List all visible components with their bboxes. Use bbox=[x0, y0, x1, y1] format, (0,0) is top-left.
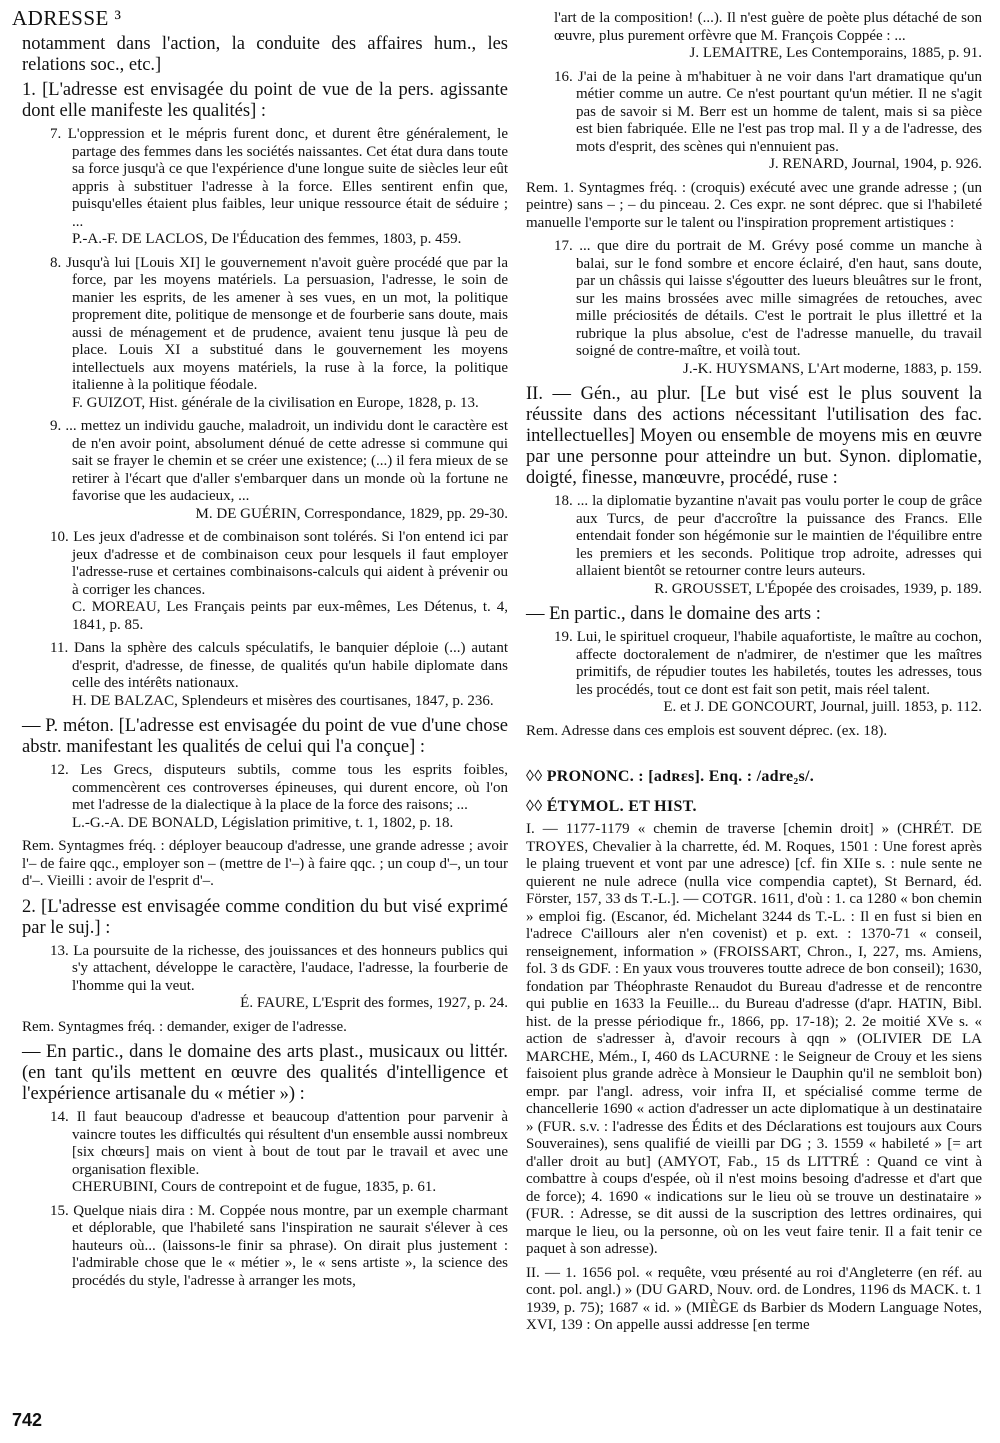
quote-18-text: 18. ... la diplomatie byzantine n'avait pas voulu porter le coup de grâce aux Turcs, de peur d'accroître la puissance des Francs. Elle entendait fonder son hégémonie sur le maintien de l'équilibre entre les premiers et les seconds. Politique trop adroite, adresses qui allaient bientôt se retourner contre leurs auteurs. bbox=[554, 493, 982, 579]
quote-9-source: M. DE GUÉRIN, Correspondance, 1829, pp. 29-30. bbox=[195, 505, 508, 522]
quote-15-cont-text: l'art de la composition! (...). Il n'est guère de poète plus détaché de son œuvre, plus purement orfèvre que M. François Coppée : ... bbox=[554, 10, 982, 44]
quote-10 bbox=[22, 529, 508, 634]
quote-16 bbox=[526, 69, 982, 174]
quote-11-source: H. DE BALZAC, Splendeurs et misères des courtisanes, 1847, p. 236. bbox=[72, 692, 494, 709]
partic-arts-heading: — En partic., dans le domaine des arts : bbox=[526, 604, 821, 624]
quote-12 bbox=[22, 762, 508, 832]
section-II-heading: II. — Gén., au plur. [Le but visé est le plus souvent la réussite dans des actions nécessitant l'utilisation des fac. intellectuelles] Moyen ou ensemble de moyens mis en œuvre par une personne pour atteindre un but. Synon. diplomatie, doigté, finesse, manœuvre, procédé, ruse : bbox=[526, 384, 982, 488]
page-number: 742 bbox=[12, 1410, 43, 1430]
quote-17-source: J.-K. HUYSMANS, L'Art moderne, 1883, p. 159. bbox=[683, 360, 982, 377]
quote-14-text: 14. Il faut beaucoup d'adresse et beaucoup d'attention pour parvenir à vaincre toutes les difficultés qui résultent d'un ensemble aussi nombreux [six chœurs] mais on vient à bout de tout par le travail et avec une organisation flexible. bbox=[50, 1109, 508, 1178]
quote-12-text: 12. Les Grecs, disputeurs subtils, comme tous les esprits foibles, commencèrent ces controverses épineuses, qui durent encore, où l'on met l'adresse de la dialectique à la place de la force des raisons; ... bbox=[50, 762, 508, 813]
intro-text: notamment dans l'action, la conduite des affaires hum., les relations soc., etc.] bbox=[22, 34, 508, 75]
right-column bbox=[526, 6, 982, 1341]
pronunciation: ◊◊ PRONONC. : [adʀɛs]. Enq. : /adre₂s/. bbox=[526, 768, 815, 785]
quote-9 bbox=[22, 418, 508, 523]
meton-heading: — P. méton. [L'adresse est envisagée du point de vue d'une chose abstr. manifestant les qualités de celui qui l'a conçue] : bbox=[22, 716, 508, 757]
quote-14-source: CHERUBINI, Cours de contrepoint et de fugue, 1835, p. 61. bbox=[72, 1179, 437, 1195]
quote-16-text: 16. J'ai de la peine à m'habituer à ne voir dans l'art dramatique qu'un métier comme un autre. Ce n'est pourtant qu'un métier. Il ne s'agit pas de savoir si M. Berr est un homme de talent, mais si sa pièce est bien fabriquée. Elle ne l'est pas trop mal. Il y a de l'adresse, des mots d'esprit, des scènes qui n'ennuient pas. bbox=[554, 68, 982, 155]
quote-13-text: 13. La poursuite de la richesse, des jouissances et des honneurs publics qui s'y attachent, développe le caractère, l'audace, l'adresse, la fourberie de l'homme qui la veut. bbox=[50, 942, 508, 994]
quote-8-text: 8. Jusqu'à lui [Louis XI] le gouvernement n'avoit guère procédé que par la force, par les moyens matériels. La persuasion, l'adresse, le soin de manier les esprits, de les amener à ses vues, en un mot, la politique proprement dite, politique de mensonge et de fourberie sans doute, mais aussi de ménagement et de prudence, avaient tenu jusque là peu de place. Louis XI a substitué dans le gouvernement les moyens intellectuels aux moyens matériels, la ruse à la force, la politique italienne à la politique féodale. bbox=[50, 254, 508, 393]
running-header: ADRESSE ³ bbox=[12, 6, 122, 30]
quote-13 bbox=[22, 943, 508, 1013]
quote-15 bbox=[22, 1203, 508, 1291]
quote-7-text: 7. L'oppression et le mépris furent donc, et durent être généralement, le partage des femmes dans les sociétés naissantes. Cet état dura dans toute sa force jusqu'à ce que l'expérience d'une longue suite de siècles leur eût appris à substituer l'adresse à la force. Elles sentirent enfin que, puisqu'elles étaient plus faibles, leur unique ressource était de séduire ; ... bbox=[50, 126, 508, 230]
etymology-heading: ◊◊ ÉTYMOL. ET HIST. bbox=[526, 797, 697, 815]
quote-16-source: J. RENARD, Journal, 1904, p. 926. bbox=[769, 156, 982, 172]
quote-19 bbox=[526, 629, 982, 717]
partic-heading: — En partic., dans le domaine des arts plast., musicaux ou littér. (en tant qu'ils mettent en œuvre des qualités d'intelligence et l'expérience artisanale du « métier ») : bbox=[22, 1042, 508, 1104]
section-2-heading: 2. [L'adresse est envisagée comme condition du but visé exprimé par le suj.] : bbox=[22, 896, 508, 938]
quote-18 bbox=[526, 493, 982, 598]
quote-17 bbox=[526, 238, 982, 378]
section-1-heading: 1. [L'adresse est envisagée du point de vue de la pers. agissante dont elle manifeste les qualités] : bbox=[22, 80, 508, 121]
quote-15-source: J. LEMAITRE, Les Contemporains, 1885, p. 91. bbox=[689, 45, 982, 61]
quote-15-text: 15. Quelque niais dira : M. Coppée nous montre, par un exemple charmant et déplorable, que l'habileté sans l'inspiration ne saurait s'élever à ces hauteurs où... (laissons-le finir sa phrase). On dirait plus justement : l'admirable chose que le « métier », le « sens artiste », la science des procédés du style, l'adresse à arranger les mots, bbox=[50, 1202, 508, 1289]
quote-7 bbox=[22, 126, 508, 249]
quote-12-source: L.-G.-A. DE BONALD, Législation primitive, t. 1, 1802, p. 18. bbox=[72, 814, 454, 831]
quote-14 bbox=[22, 1109, 508, 1197]
quote-10-source: C. MOREAU, Les Français peints par eux-mêmes, Les Détenus, t. 4, 1841, p. 85. bbox=[72, 599, 508, 633]
left-column bbox=[22, 34, 508, 1296]
remark-1: Rem. Syntagmes fréq. : déployer beaucoup d'adresse, une grande adresse ; avoir l'– de faire qqc., employer son – (mettre de l'–) à faire qqc. ; un coup d'–, un tour d'–. Vieilli : avoir de l'esprit d'–. bbox=[22, 838, 508, 889]
quote-10-text: 10. Les jeux d'adresse et de combinaison sont tolérés. Si l'on entend ici par jeux d'adresse et de combinaison ceux pour lesquels il faut employer l'adresse-ruse et certaines combinaisons-calculs qui aident à prévenir ou à corriger les chances. bbox=[50, 529, 508, 598]
separator bbox=[526, 746, 982, 756]
quote-15-continued bbox=[526, 10, 982, 63]
quote-8 bbox=[22, 255, 508, 413]
quote-13-source: É. FAURE, L'Esprit des formes, 1927, p. 24. bbox=[240, 995, 508, 1011]
quote-17-text: 17. ... que dire du portrait de M. Grévy posé comme un manche à balai, sur le fond sombre et encore éclairé, d'en haut, sans doute, par un châssis qui laisse s'égoutter des lueurs bleuâtres sur le front, sur les mains brossées avec mille simagrées de retouches, avec mille préciosités de détails. C'est le portrait le plus illettré et la rubrique la plus absolue, c'est de l'adresse manuelle, du travail soigné de contre-maître, et voilà tout. bbox=[554, 238, 982, 359]
quote-7-source: P.-A.-F. DE LACLOS, De l'Éducation des femmes, 1803, p. 459. bbox=[72, 231, 462, 247]
etymology-part-II: II. — 1. 1656 pol. « requête, vœu présenté au roi d'Angleterre (en réf. au cont. pol. angl.) » (DU GARD, Nouv. ord. de Londres, 1196 ds MACK. t. 1 1939, p. 75); 1687 « id. » (MIÈGE ds Barbier ds Modern Language Notes, XVI, 139 : On appelle aussi addresse [en terme bbox=[526, 1264, 982, 1333]
etymology-part-I: I. — 1177-1179 « chemin de traverse [chemin droit] » (CHRÉT. DE TROYES, Chevalier à la charrette, éd. M. Roques, 1501 : Une forest après le plaing truevent et vont par une adresce) [cf. fin XIIe s. : nule sente ne quierent ne nule adrece (nulla vice compendia captet), St Bernard, éd. Förster, 157, 33 ds T.-L.]. — COTGR. 1611, d'où : 1. ca 1280 « bon chemin » emploi fig. (Escanor, éd. Michelant 3244 ds T.-L. : Il en fust si bien en l'adrece C'aillours aler n'en covenist) et p. ext. : 1370-71 « conseil, renseignement, information » (FROISSART, Chron., I, 227, ms. Amiens, fol. 3 ds GDF. : En yaux vous trouveres toutte adrece de bon conseil); 1630, fondation par Théophraste Renaudot du Bureau d'adresse et de rencontre qui publie en 1633 la Feuille... du Bureau d'adresse (d'apr. HATIN, Bibl. hist. de la presse périodique fr., 1866, pp. 17-18); 2. 2e moitié XVe s. « action de s'adresser à, d'avoir recours à qqn » (OLIVIER DE LA MARCHE, Mém., I, 460 ds LACURNE : le Seigneur de Crouy et les siens faisoient plus grande adrèce à Monsieur le Dauphin qu'il ne sembloit bon) empr. par l'angl. adress, voir infra II, et spécialisé comme terme de chancellerie 1690 « action d'adresser un acte diplomatique à un destinataire » (FUR. s.v. : l'adresse des Édits et des Déclarations est toujours aux Cours Souveraines), sens qualifié de vieilli par DG ; 3. 1559 « habileté » [= art d'aller droit au but] (AMYOT, Fab., 15 ds LITTRÉ : Quand ce vint à combattre à coups d'espée, où il n'est moins besoing d'adresse et d'art que de force); 4. 1690 « indications sur le lieu où se trouve un destinataire » (FUR. : Adresse, se dit aussi de la suscription des lettres ordinaires, qui marque le lieu, ou la personne, où on les veut faire tenir. Il a fait tenir ce paquet à son adresse). bbox=[526, 821, 982, 1257]
quote-19-text: 19. Lui, le spirituel croqueur, l'habile aquafortiste, le maître au cochon, affecte doctoralement de n'admirer, de n'estimer que les maîtres primitifs, de répudier toutes les habiletés, toutes les adresses, tous les procédés, tout ce dont est fait son petit, mais réel talent. bbox=[554, 629, 982, 698]
quote-18-source: R. GROUSSET, L'Épopée des croisades, 1939, p. 189. bbox=[654, 580, 982, 597]
quote-8-source: F. GUIZOT, Hist. générale de la civilisation en Europe, 1828, p. 13. bbox=[72, 394, 479, 411]
remark-3: Rem. 1. Syntagmes fréq. : (croquis) exécuté avec une grande adresse ; (un peintre) sans – ; – du pinceau. 2. Ces expr. ne sont déprec. que si l'habileté manuelle l'emporte sur le talent ou l'inspiration proprement artistiques : bbox=[526, 179, 982, 231]
quote-19-source: E. et J. DE GONCOURT, Journal, juill. 1853, p. 112. bbox=[663, 699, 982, 715]
quote-11-text: 11. Dans la sphère des calculs spéculatifs, le banquier déploie (...) autant d'esprit, d'adresse, de finesse, de qualités qu'un habile diplomate dans celle des intérêts nationaux. bbox=[50, 640, 508, 691]
remark-2: Rem. Syntagmes fréq. : demander, exiger de l'adresse. bbox=[22, 1018, 347, 1035]
quote-9-text: 9. ... mettez un individu gauche, maladroit, un individu dont le caractère est de n'en avoir point, absolument dénué de cette adresse si commune qui sait se frayer le chemin et se créer une existence; (...) il fera mieux de se retirer à l'écart que d'aller s'embarquer dans un monde où la fortune ne favorise que les audacieux, ... bbox=[50, 418, 508, 504]
remark-4: Rem. Adresse dans ces emplois est souvent déprec. (ex. 18). bbox=[526, 722, 888, 739]
quote-11 bbox=[22, 640, 508, 710]
